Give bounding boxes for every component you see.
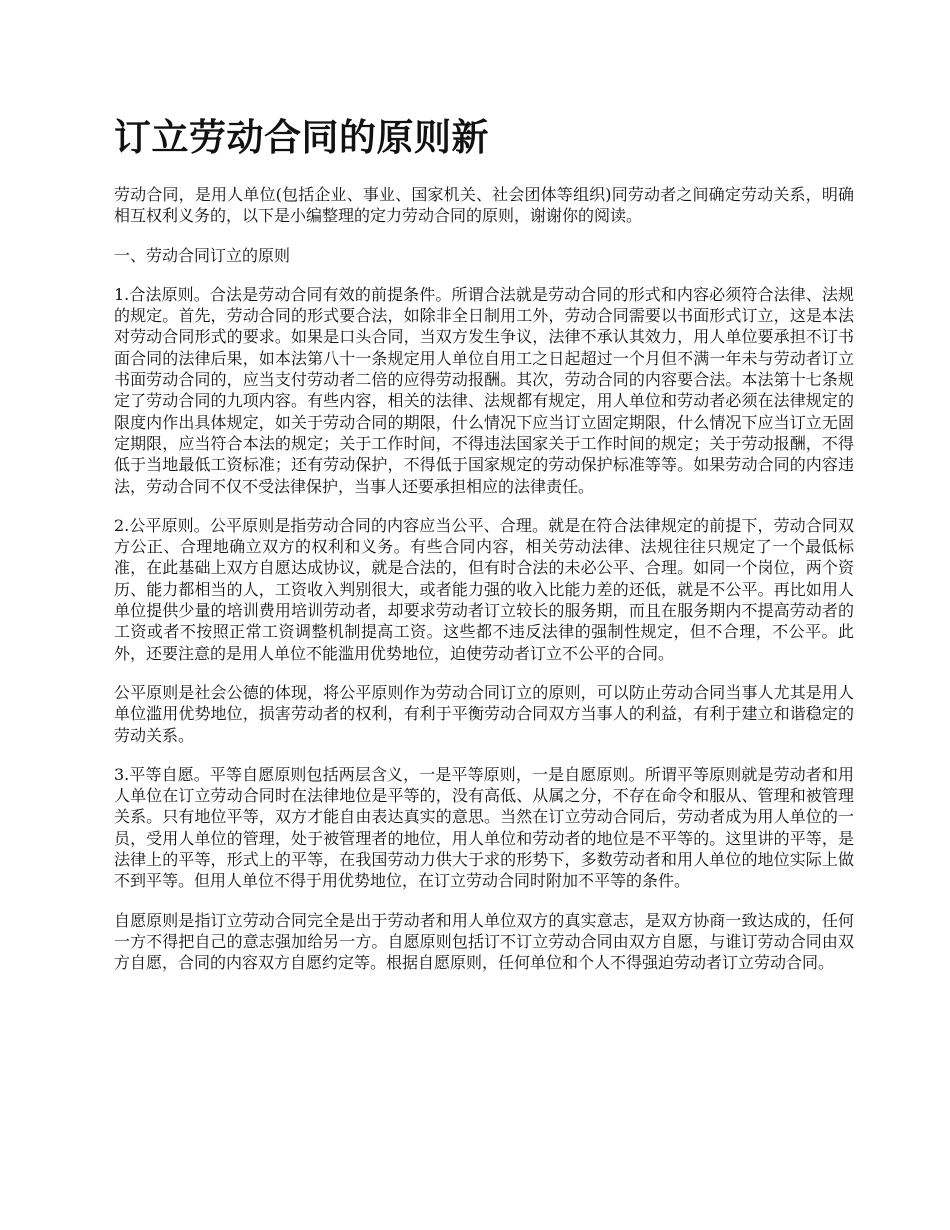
section-heading: 一、劳动合同订立的原则	[114, 245, 291, 265]
voluntary-principle-paragraph: 自愿原则是指订立劳动合同完全是出于劳动者和用人单位双方的真实意志，是双方协商一致达成的，任何一方不得把自己的意志强加给另一方。自愿原则包括订不订立劳动合同由双方自愿，与谁订劳动合同由双方自愿，合同的内容双方自愿约定等。根据自愿原则，任何单位和个人不得强迫劳动者订立劳动合同。	[114, 910, 854, 973]
principle-fairness-paragraph: 2.公平原则。公平原则是指劳动合同的内容应当公平、合理。就是在符合法律规定的前提下，劳动合同双方公正、合理地确立双方的权利和义务。有些合同内容，相关劳动法律、法规往往只规定了一个最低标准，在此基础上双方自愿达成协议，就是合法的，但有时合法的未必公平、合理。如同一个岗位，两个资历、能力都相当的人，工资收入判别很大，或者能力强的收入比能力差的还低，就是不公平。再比如用人单位提供少量的培训费用培训劳动者，却要求劳动者订立较长的服务期，而且在服务期内不提高劳动者的工资或者不按照正常工资调整机制提高工资。这些都不违反法律的强制性规定，但不合理，不公平。此外，还要注意的是用人单位不能滥用优势地位，迫使劳动者订立不公平的合同。	[114, 515, 854, 663]
principle-equality-paragraph: 3.平等自愿。平等自愿原则包括两层含义，一是平等原则，一是自愿原则。所谓平等原则就是劳动者和用人单位在订立劳动合同时在法律地位是平等的，没有高低、从属之分，不存在命令和服从、管理和被管理关系。只有地位平等，双方才能自由表达真实的意思。当然在订立劳动合同后，劳动者成为用人单位的一员，受用人单位的管理，处于被管理者的地位，用人单位和劳动者的地位是不平等的。这里讲的平等，是法律上的平等，形式上的平等，在我国劳动力供大于求的形势下，多数劳动者和用人单位的地位实际上做不到平等。但用人单位不得于用优势地位，在订立劳动合同时附加不平等的条件。	[114, 764, 854, 891]
document-title: 订立劳动合同的原则新	[114, 115, 489, 159]
principle-legality-paragraph: 1.合法原则。合法是劳动合同有效的前提条件。所谓合法就是劳动合同的形式和内容必须符合法律、法规的规定。首先，劳动合同的形式要合法，如除非全日制用工外，劳动合同需要以书面形式订立，这是本法对劳动合同形式的要求。如果是口头合同，当双方发生争议，法律不承认其效力，用人单位要承担不订书面合同的法律后果，如本法第八十一条规定用人单位自用工之日起超过一个月但不满一年未与劳动者订立书面劳动合同的，应当支付劳动者二倍的应得劳动报酬。其次，劳动合同的内容要合法。本法第十七条规定了劳动合同的九项内容。有些内容，相关的法律、法规都有规定，用人单位和劳动者必须在法律规定的限度内作出具体规定，如关于劳动合同的期限，什么情况下应当订立固定期限，什么情况下应当订立无固定期限，应当符合本法的规定；关于工作时间，不得违法国家关于工作时间的规定；关于劳动报酬，不得低于当地最低工资标准；还有劳动保护，不得低于国家规定的劳动保护标准等等。如果劳动合同的内容违法，劳动合同不仅不受法律保护，当事人还要承担相应的法律责任。	[114, 284, 854, 496]
intro-paragraph: 劳动合同，是用人单位(包括企业、事业、国家机关、社会团体等组织)同劳动者之间确定劳动关系，明确相互权利义务的，以下是小编整理的定力劳动合同的原则，谢谢你的阅读。	[114, 185, 854, 226]
fairness-explanation-paragraph: 公平原则是社会公德的体现，将公平原则作为劳动合同订立的原则，可以防止劳动合同当事人尤其是用人单位滥用优势地位，损害劳动者的权利，有利于平衡劳动合同双方当事人的利益，有利于建立和谐稳定的劳动关系。	[114, 682, 854, 745]
document-page	[114, 112, 854, 992]
